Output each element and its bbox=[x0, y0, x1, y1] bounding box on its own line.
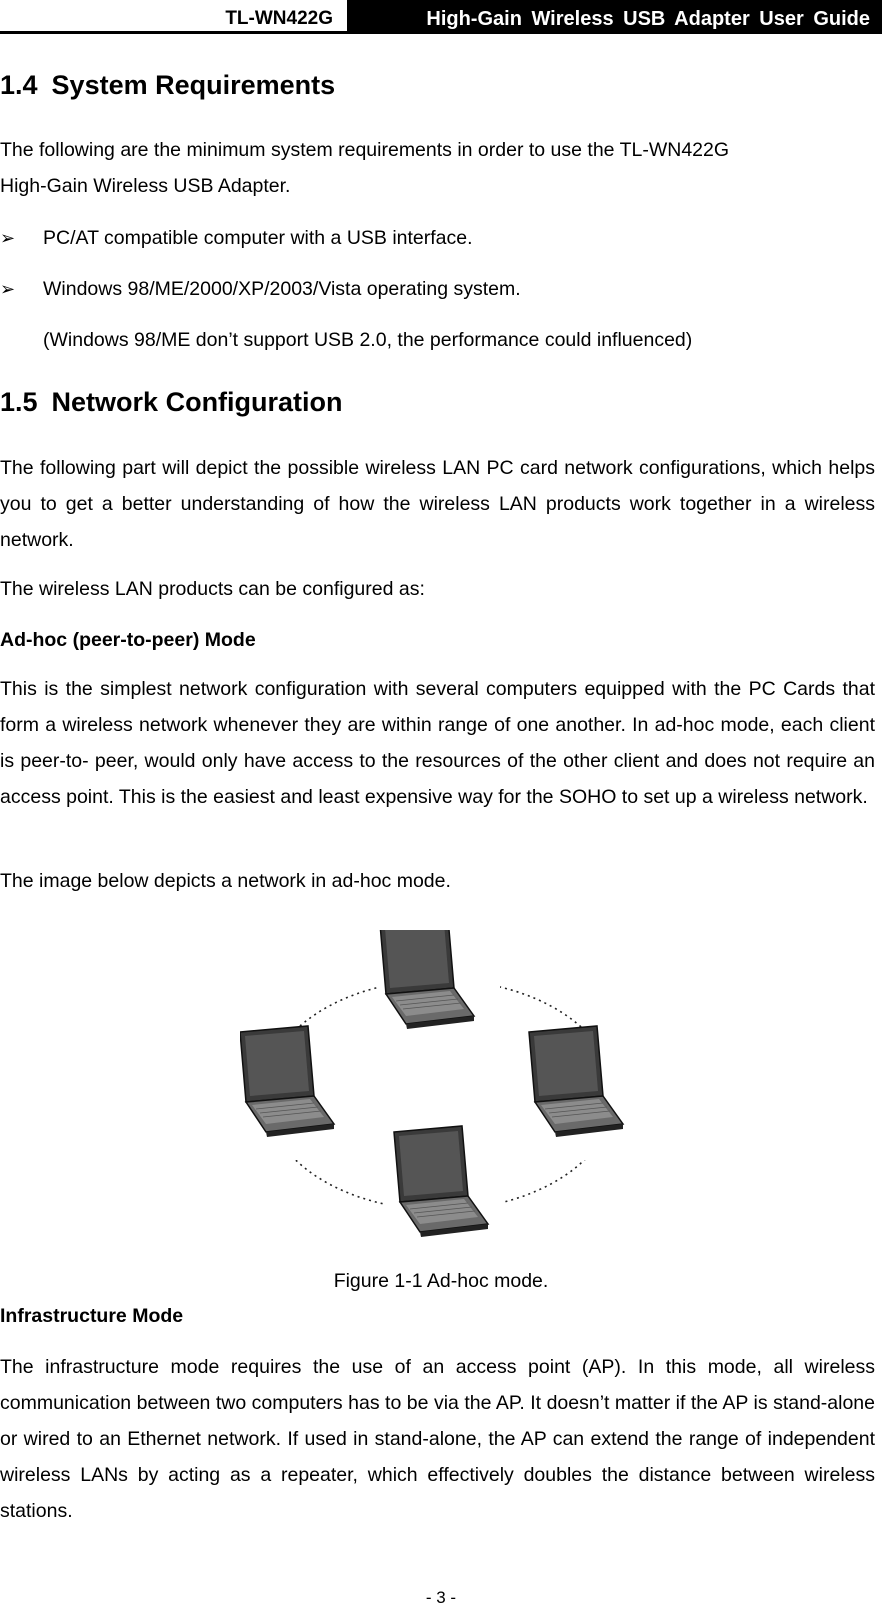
configured-as-text: The wireless LAN products can be configured as: bbox=[0, 578, 425, 600]
page-number: - 3 - bbox=[425, 1588, 457, 1607]
adhoc-description: This is the simplest network configuration with several computers equipped with the PC Cards that form a wireless network whenever they are within range of one another. In ad-hoc mode, each client is peer-to- peer, would only have access to the resources of the other client and does not require an access point. This is the easiest and least expensive way for the SOHO to set up a wireless network. bbox=[0, 678, 875, 808]
infrastructure-heading: Infrastructure Mode bbox=[0, 1305, 184, 1327]
infrastructure-description: The infrastructure mode requires the use of an access point (AP). In this mode, all wireless communication between two computers has to be via the AP. It doesn’t matter if the AP is stand-alone or wired to an Ethernet network. If used in stand-alone, the AP can extend the range of independent wireless LANs by acting as a repeater, which effectively doubles the distance between wireless stations. bbox=[0, 1356, 875, 1522]
adhoc-network-diagram bbox=[240, 930, 640, 1258]
section-number: 1.4 bbox=[0, 70, 38, 100]
figure-caption: Figure 1-1 Ad-hoc mode. bbox=[333, 1270, 549, 1292]
adhoc-image-intro: The image below depicts a network in ad-hoc mode. bbox=[0, 870, 451, 892]
requirement-item: PC/AT compatible computer with a USB interface. bbox=[43, 227, 473, 249]
requirements-intro-line1: The following are the minimum system requirements in order to use the TL-WN422G bbox=[0, 139, 730, 161]
section-heading-network-configuration bbox=[0, 387, 343, 418]
bullet-arrow-icon: ➢ bbox=[0, 279, 16, 299]
header-model: TL-WN422G bbox=[0, 0, 347, 31]
adhoc-heading: Ad-hoc (peer-to-peer) Mode bbox=[0, 629, 256, 651]
section-number: 1.5 bbox=[0, 387, 38, 417]
header-title: High-Gain Wireless USB Adapter User Guide bbox=[347, 0, 882, 31]
section-title: System Requirements bbox=[51, 70, 336, 100]
network-config-intro: The following part will depict the possible wireless LAN PC card network configurations, which helps you to get a better understanding of how the wireless LAN products work together in a wireless network. bbox=[0, 457, 875, 551]
section-heading-system-requirements bbox=[0, 70, 335, 101]
page-header bbox=[0, 0, 882, 34]
requirement-note: (Windows 98/ME don’t support USB 2.0, the performance could influenced) bbox=[43, 329, 693, 351]
requirement-item: Windows 98/ME/2000/XP/2003/Vista operating system. bbox=[43, 278, 521, 300]
section-title: Network Configuration bbox=[51, 387, 343, 417]
requirements-intro-line2: High-Gain Wireless USB Adapter. bbox=[0, 175, 291, 197]
bullet-arrow-icon: ➢ bbox=[0, 228, 16, 248]
